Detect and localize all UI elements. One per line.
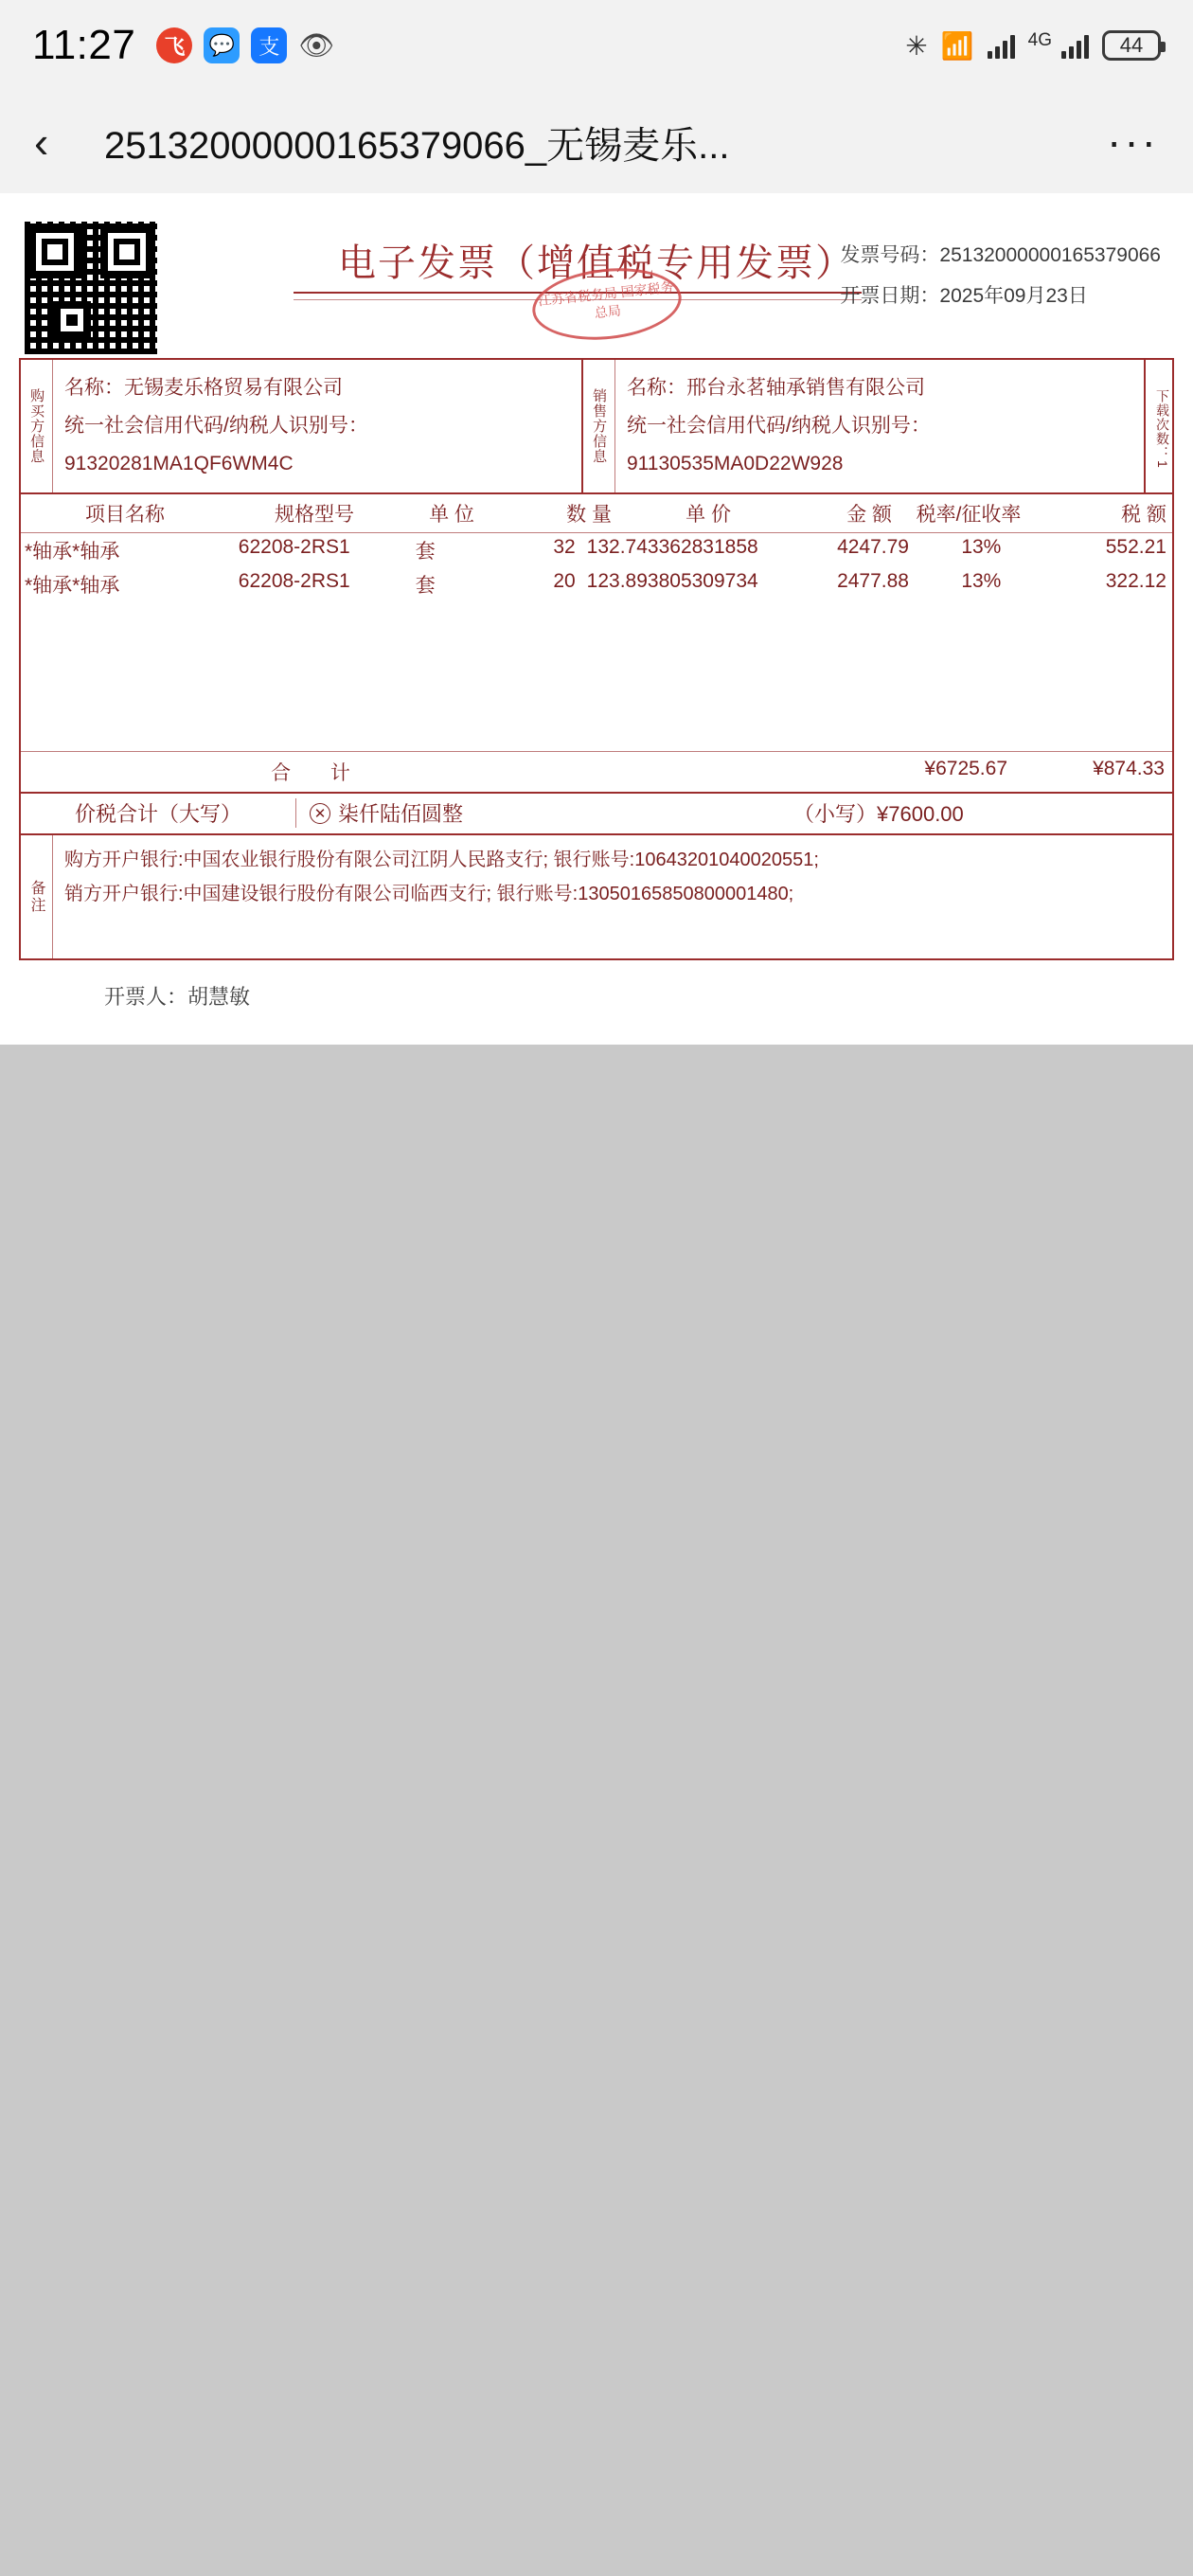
- seller-tax-line: [627, 407, 1132, 483]
- item-qty: 32: [553, 535, 576, 558]
- buyer-tax-label: 统一社会信用代码/纳税人识别号：: [64, 414, 368, 437]
- tax-seal-icon: 江苏省税务局 国家税务总局: [529, 261, 686, 347]
- network-label: 4G: [1027, 29, 1052, 50]
- table-row: [21, 533, 1172, 567]
- totals-row: [21, 751, 1172, 792]
- status-right-icons: [905, 30, 1161, 62]
- item-tax: 552.21: [1105, 535, 1166, 558]
- buyer-block: [21, 360, 581, 492]
- notes-row: [21, 835, 1172, 958]
- page-title: 25132000000165379066_无锡麦乐...: [104, 124, 730, 167]
- item-model: 62208-2RS1: [238, 535, 350, 558]
- totals-amount: ¥6725.67: [924, 757, 1007, 779]
- item-price: 132.743362831858: [586, 535, 758, 558]
- item-name: *轴承*轴承: [25, 574, 120, 597]
- item-rate: 13%: [961, 569, 1002, 592]
- notes-line-buyer-bank: 购方开户银行:中国农业银行股份有限公司江阴人民路支行; 银行账号:10643201040020551;: [64, 849, 819, 870]
- grand-total-small-value: ¥7600.00: [877, 802, 964, 827]
- notes-line-seller-bank: 销方开户银行:中国建设银行股份有限公司临西支行; 银行账号:13050165850800001480;: [64, 883, 794, 904]
- seller-name-line: [627, 369, 1132, 407]
- eye-icon: 👁: [298, 29, 335, 62]
- grand-total-chinese: 柒仟陆佰圆整: [338, 802, 464, 827]
- status-bar: [0, 0, 1193, 91]
- download-count-label: 下载次数：1: [1144, 360, 1172, 492]
- invoice-number-label: 发票号码：: [840, 244, 940, 266]
- invoice-date-label: 开票日期：: [840, 285, 940, 308]
- notes-label: 备注: [21, 835, 53, 958]
- signal-bars-icon: [988, 32, 1015, 59]
- buyer-tax-line: [64, 407, 570, 483]
- wechat-red-icon: 飞: [156, 27, 192, 63]
- battery-indicator: 44: [1102, 30, 1161, 61]
- col-qty: 数 量: [566, 503, 612, 526]
- status-notification-icons: [156, 27, 334, 63]
- chevron-left-icon[interactable]: ‹: [34, 117, 49, 167]
- col-name: 项目名称: [85, 503, 165, 526]
- col-model: 规格型号: [275, 503, 354, 526]
- invoice-table: [19, 358, 1174, 960]
- item-model: 62208-2RS1: [238, 569, 350, 592]
- seller-side-label: 销售方信息: [583, 360, 615, 492]
- signal-bars-icon-2: [1061, 32, 1089, 59]
- seller-name-label: 名称：: [627, 377, 686, 399]
- wifi-icon: 📶: [940, 30, 974, 61]
- invoice-date-value: 2025年09月23日: [939, 285, 1088, 308]
- seller-block: [581, 360, 1144, 492]
- buyer-side-label: 购买方信息: [21, 360, 53, 492]
- totals-label: 合 计: [271, 761, 367, 784]
- item-qty: 20: [553, 569, 576, 592]
- cross-circle-icon: ✕: [310, 803, 330, 824]
- col-price: 单 价: [686, 503, 731, 526]
- grand-total-row: [21, 792, 1172, 835]
- message-blue-icon: 💬: [204, 27, 240, 63]
- grand-total-small-label: （小写）: [793, 802, 878, 827]
- status-time: 11:27: [32, 22, 136, 68]
- bluetooth-icon: ✳: [905, 30, 928, 61]
- issuer-line: 开票人：胡慧敏: [104, 984, 251, 1009]
- seller-tax-label: 统一社会信用代码/纳税人识别号：: [627, 414, 931, 437]
- invoice-number-value: 25132000000165379066: [939, 244, 1161, 266]
- totals-tax: ¥874.33: [1093, 757, 1165, 779]
- more-horizontal-icon[interactable]: ···: [1107, 116, 1159, 167]
- item-unit: 套: [415, 574, 436, 597]
- buyer-name-label: 名称：: [64, 377, 124, 399]
- col-rate: 税率/征收率: [916, 503, 1022, 526]
- invoice-title: 电子发票（增值税专用发票）: [338, 242, 855, 285]
- invoice-header: [0, 210, 1193, 352]
- item-rate: 13%: [961, 535, 1002, 558]
- grand-total-label: 价税合计（大写）: [74, 802, 241, 827]
- seller-tax-value: 91130535MA0D22W928: [627, 452, 844, 474]
- navigation-bar: [0, 91, 1193, 193]
- item-name: *轴承*轴承: [25, 540, 120, 563]
- col-amount: 金 额: [846, 503, 892, 526]
- col-unit: 单 位: [429, 503, 474, 526]
- alipay-icon: 支: [251, 27, 287, 63]
- seller-name-value: 邢台永茗轴承销售有限公司: [686, 377, 925, 399]
- parties-row: [21, 360, 1172, 494]
- grand-total-numeric: [793, 798, 1172, 828]
- invoice-sheet: [0, 193, 1193, 1045]
- item-tax: 322.12: [1105, 569, 1166, 592]
- item-amount: 4247.79: [837, 535, 909, 558]
- col-tax: 税 额: [1121, 503, 1166, 526]
- item-unit: 套: [415, 540, 436, 563]
- items-body: [21, 533, 1172, 751]
- item-price: 123.893805309734: [586, 569, 758, 592]
- buyer-tax-value: 91320281MA1QF6WM4C: [64, 452, 294, 474]
- buyer-name-line: [64, 369, 570, 407]
- items-header-row: [21, 494, 1172, 533]
- item-amount: 2477.88: [837, 569, 909, 592]
- invoice-meta: [840, 235, 1161, 316]
- buyer-name-value: 无锡麦乐格贸易有限公司: [124, 377, 343, 399]
- table-row: [21, 567, 1172, 601]
